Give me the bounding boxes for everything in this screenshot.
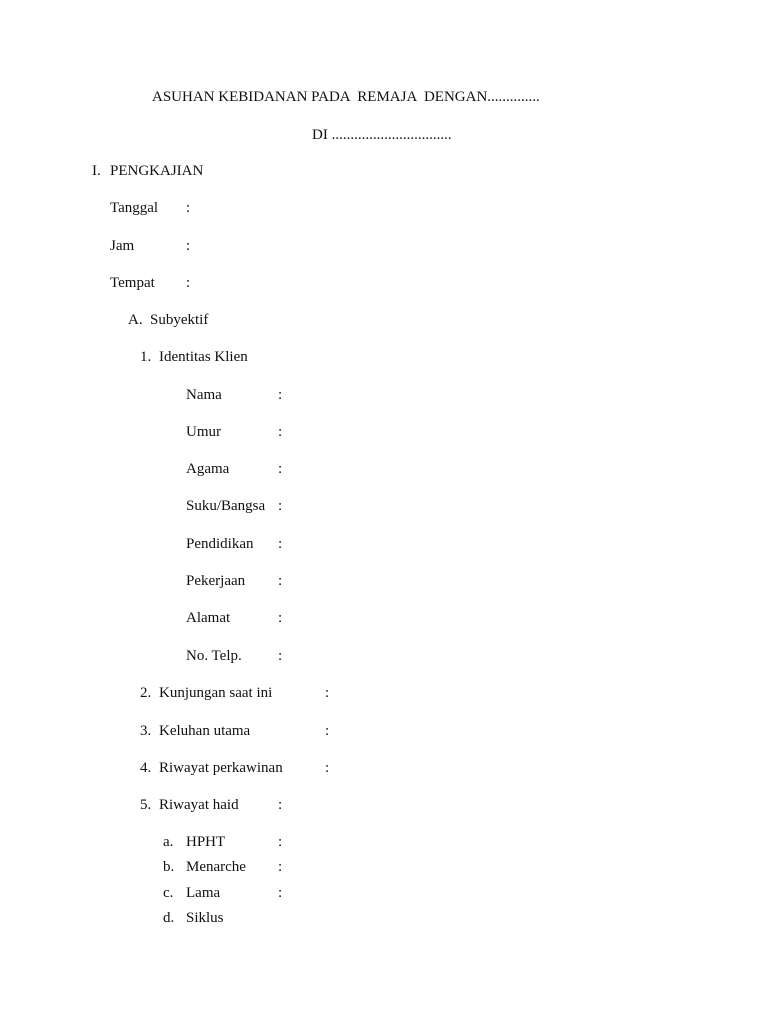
field-label-no-telp: No. Telp. xyxy=(186,648,242,664)
field-label-tempat: Tempat xyxy=(110,275,155,291)
item-number-3: 3. xyxy=(140,723,152,739)
subsection-heading: Subyektif xyxy=(150,312,209,328)
field-colon-tanggal: : xyxy=(186,200,191,216)
subitem-label-menarche: Menarche xyxy=(186,859,246,875)
item-label-riwayat-perkawinan: Riwayat perkawinan xyxy=(159,760,283,776)
field-colon-nama: : xyxy=(278,387,283,403)
field-colon-no-telp: : xyxy=(278,648,283,664)
field-colon-pendidikan: : xyxy=(278,536,283,552)
item-label-identitas-klien: Identitas Klien xyxy=(159,349,248,365)
field-label-umur: Umur xyxy=(186,424,221,440)
field-label-nama: Nama xyxy=(186,387,222,403)
field-label-pendidikan: Pendidikan xyxy=(186,536,254,552)
item-label-riwayat-haid: Riwayat haid xyxy=(159,797,239,813)
subitem-label-hpht: HPHT xyxy=(186,834,226,850)
subitem-colon-menarche: : xyxy=(278,859,283,875)
item-colon-keluhan: : xyxy=(325,723,330,739)
field-colon-tempat: : xyxy=(186,275,191,291)
subitem-colon-hpht: : xyxy=(278,834,283,850)
item-number-2: 2. xyxy=(140,685,152,701)
field-label-agama: Agama xyxy=(186,461,230,477)
item-colon-kunjungan: : xyxy=(325,685,330,701)
field-label-alamat: Alamat xyxy=(186,610,231,626)
item-number-4: 4. xyxy=(140,760,152,776)
document-title: ASUHAN KEBIDANAN PADA REMAJA DENGAN.............. xyxy=(152,89,540,105)
field-label-jam: Jam xyxy=(110,238,135,254)
field-colon-jam: : xyxy=(186,238,191,254)
subsection-letter: A. xyxy=(128,312,143,328)
item-label-keluhan: Keluhan utama xyxy=(159,723,251,739)
item-colon-riwayat-haid: : xyxy=(278,797,283,813)
subitem-letter-b: b. xyxy=(163,859,175,875)
item-number-1: 1. xyxy=(140,349,152,365)
subitem-letter-d: d. xyxy=(163,910,175,926)
field-colon-agama: : xyxy=(278,461,283,477)
field-label-pekerjaan: Pekerjaan xyxy=(186,573,246,589)
item-label-kunjungan: Kunjungan saat ini xyxy=(159,685,273,701)
document-subtitle: DI ................................ xyxy=(312,127,452,143)
field-label-suku-bangsa: Suku/Bangsa xyxy=(186,498,266,514)
section-number: I. xyxy=(92,163,101,179)
subitem-colon-lama: : xyxy=(278,885,283,901)
item-colon-riwayat-perkawinan: : xyxy=(325,760,330,776)
subitem-label-siklus: Siklus xyxy=(186,910,224,926)
subitem-letter-c: c. xyxy=(163,885,174,901)
subitem-letter-a: a. xyxy=(163,834,174,850)
item-number-5: 5. xyxy=(140,797,152,813)
field-colon-alamat: : xyxy=(278,610,283,626)
subitem-label-lama: Lama xyxy=(186,885,221,901)
field-label-tanggal: Tanggal xyxy=(110,200,159,216)
section-heading: PENGKAJIAN xyxy=(110,163,204,179)
field-colon-suku-bangsa: : xyxy=(278,498,283,514)
field-colon-pekerjaan: : xyxy=(278,573,283,589)
field-colon-umur: : xyxy=(278,424,283,440)
